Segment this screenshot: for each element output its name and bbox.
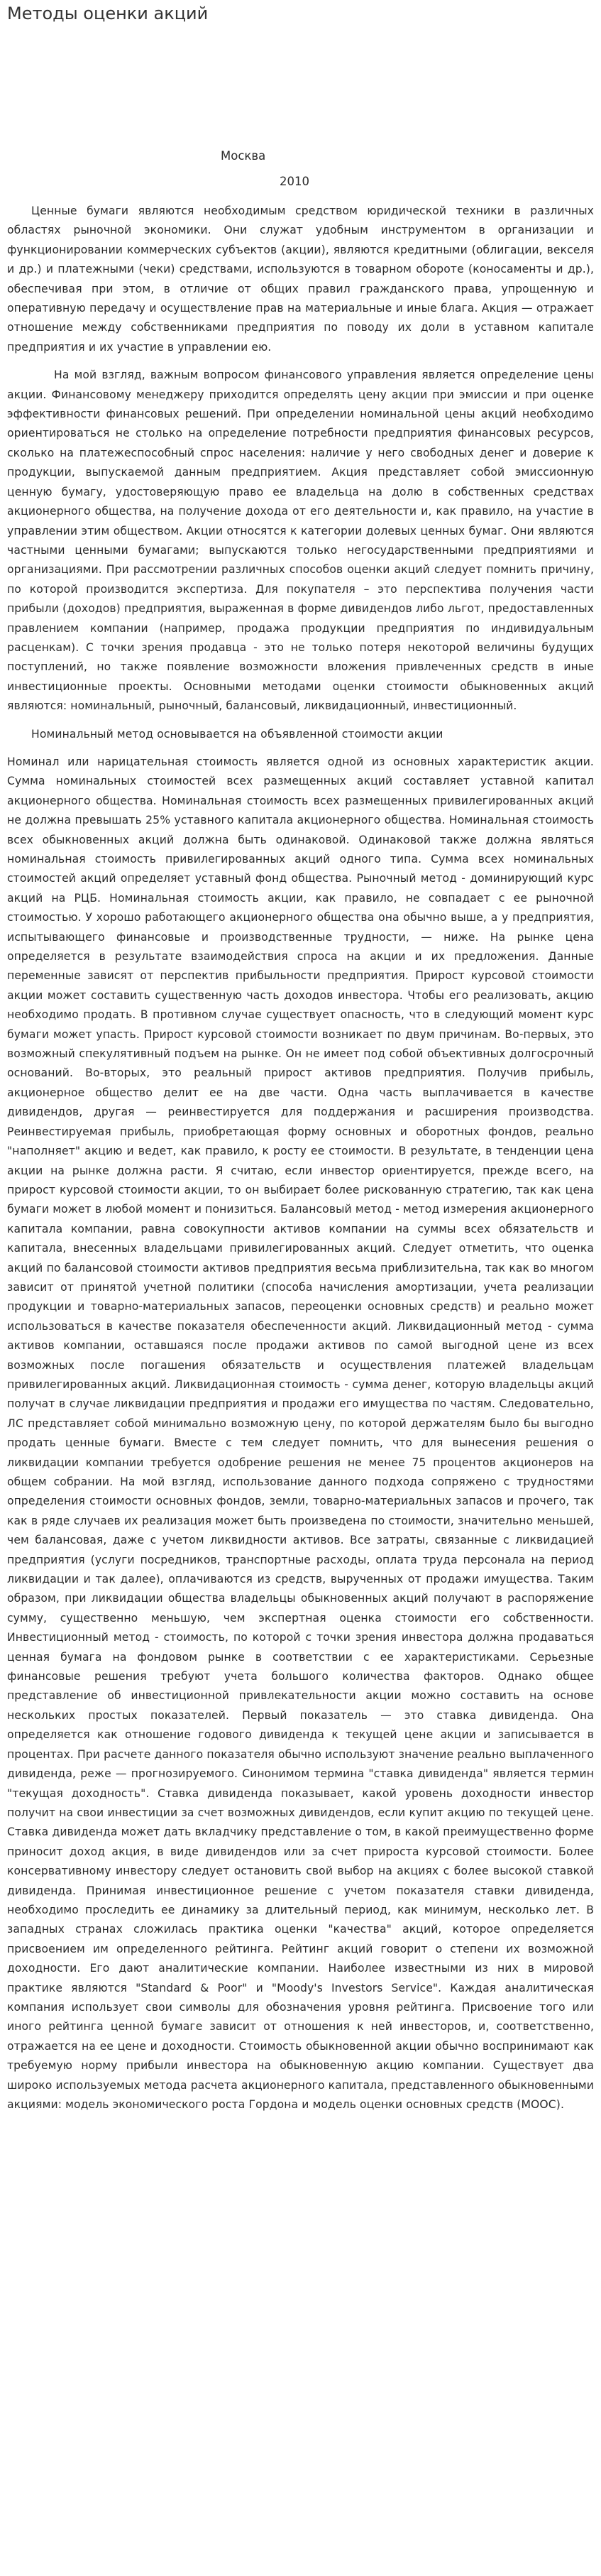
section-heading-nominal-method: Номинальный метод основывается на объявленной стоимости акции bbox=[31, 727, 443, 741]
document-body bbox=[7, 202, 594, 2123]
document-place: Москва bbox=[221, 149, 266, 163]
document-year: 2010 bbox=[280, 175, 309, 188]
document-title: Методы оценки акций bbox=[7, 4, 209, 23]
paragraph-intro: Ценные бумаги являются необходимым средством юридической техники в различных областях рыночной экономики. Они служат удобным инструментом в организации и функционировании коммерческих субъектов (акции), являются кредитными (облигации, векселя и др.) и платежными (чеки) средствами, используются в товарном обороте (коносаменты и др.), обеспечивая при этом, в отличие от общих правил гражданского права, упрощенную и оперативную передачу и осуществление прав на материальные и иные блага. Акция — отражает отношение между собственниками предприятия по поводу их доли в уставном капитале предприятия и их участие в управлении ею. bbox=[7, 204, 594, 354]
paragraph-share-price: На мой взгляд, важным вопросом финансового управления является определение цены акции. Финансовому менеджеру приходится определять цену акции при эмиссии и при оценке эффективности финансовых решений. При определении номинальной цены акций необходимо ориентироваться не столько на определение потребности предприятия финансовых ресурсов, сколько на платежеспособный спрос населения: наличие у него свободных денег и доверие к продукции, выпускаемой данным предприятием. Акция представляет собой эмиссионную ценную бумагу, удостоверяющую право ее владельца на долю в собственных средствах акционерного общества, на получение дохода от его деятельности и, как правило, на участие в управлении этим обществом. Акции относятся к категории долевых ценных бумаг. Они являются частными ценными бумагами; выпускаются только негосударственными предприятиями и организациями. При рассмотрении различных способов оценки акций следует помнить причину, по которой производится экспертиза. Для покупателя – это перспектива получения части прибыли (доходов) предприятия, выраженная в форме дивидендов либо льгот, предоставленных правлением компании (например, продажа продукции предприятия по индивидуальным расценкам). С точки зрения продавца - это не только потеря некоторой величины будущих поступлений, но также появление возможности вложения привлеченных средств в иные инвестиционные проекты. Основными методами оценки стоимости обыкновенных акций являются: номинальный, рыночный, балансовый, ликвидационный, инвестиционный. bbox=[7, 369, 594, 713]
paragraph-valuation-methods: Номинал или нарицательная стоимость является одной из основных характеристик акции. Сумма номинальных стоимостей всех размещенных акций составляет уставной капитал акционерного общества. Номинальная стоимость всех размещенных привилегированных акций не должна превышать 25% уставного капитала акционерного общества. Номинальная стоимость всех обыкновенных акций должна быть одинаковой. Одинаковой также должна являться номинальная стоимость привилегированных акций одного типа. Сумма всех номинальных стоимостей акций определяет уставный фонд общества. Рыночный метод - доминирующий курс акций на РЦБ. Номинальная стоимость акции, как правило, не совпадает с ее рыночной стоимостью. У хорошо работающего акционерного общества она обычно выше, а у предприятия, испытывающего финансовые и производственные трудности, — ниже. На рынке цена определяется в результате взаимодействия спроса на акции и их предложения. Данные переменные зависят от перспектив прибыльности предприятия. Прирост курсовой стоимости акции может составить существенную часть доходов инвестора. Чтобы его реализовать, акцию необходимо продать. В противном случае существует опасность, что в следующий момент курс бумаги может упасть. Прирост курсовой стоимости возникает по двум причинам. Во-первых, это возможный спекулятивный подъем на рынке. Он не имеет под собой объективных долгосрочный оснований. Во-вторых, это реальный прирост активов предприятия. Получив прибыль, акционерное общество делит ее на две части. Одна часть выплачивается в качестве дивидендов, другая — реинвестируется для поддержания и расширения производства. Реинвестируемая прибыль, приобретающая форму основных и оборотных фондов, реально "наполняет" акцию и ведет, как правило, к росту ее стоимости. В результате, в тенденции цена акции на рынке должна расти. Я считаю, если инвестор ориентируется, прежде всего, на прирост курсовой стоимости акции, то он выбирает более рискованную стратегию, так как цена бумаги может в любой момент и понизиться. Балансовый метод - метод измерения акционерного капитала компании, равна совокупности активов компании на суммы всех обязательств и капитала, внесенных владельцами привилегированных акций. Следует отметить, что оценка акций по балансовой стоимости активов предприятия весьма приблизительна, так как во многом зависит от принятой учетной политики (способа начисления амортизации, учета реализации продукции и товарно-материальных запасов, переоценки основных средств) и реально может использоваться в качестве показателя обеспеченности акций. Ликвидационный метод - сумма активов компании, оставшаяся после продажи активов по самой выгодной цене из всех возможных после погашения обязательств и осуществления платежей владельцам привилегированных акций. Ликвидационная стоимость - сумма денег, которую владельцы акций получат в случае ликвидации предприятия и продажи его имущества по частям. Следовательно, ЛС представляет собой минимально возможную цену, по которой держателям было бы выгодно продать ценные бумаги. Вместе с тем следует помнить, что для вынесения решения о ликвидации компании требуется одобрение решения не менее 75 процентов акционеров на общем собрании. На мой взгляд, использование данного подхода сопряжено с трудностями определения стоимости основных фондов, земли, товарно-материальных запасов и прочего, так как в ряде случаев их реализация может быть произведена по стоимости, значительно меньшей, чем балансовая, даже с учетом ликвидности активов. Все затраты, связанные с ликвидацией предприятия (услуги посредников, транспортные расходы, оплата труда персонала на период ликвидации и так далее), оплачиваются из средств, вырученных от продажи имущества. Таким образом, при ликвидации общества владельцы обыкновенных акций получают в распоряжение сумму, существенно меньшую, чем экспертная оценка стоимости его собственности. Инвестиционный метод - стоимость, по которой с точки зрения инвестора должна продаваться ценная бумага на фондовом рынке в соответствии с ее характеристиками. Серьезные финансовые решения требуют учета большого количества факторов. Однако общее представление об инвестиционной привлекательности акции можно составить на основе нескольких простых показателей. Первый показатель — это ставка дивиденда. Она определяется как отношение годового дивиденда к текущей цене акции и записывается в процентах. При расчете данного показателя обычно используют значение реально выплаченного дивиденда, реже — прогнозируемого. Синонимом термина "ставка дивиденда" является термин "текущая доходность". Ставка дивиденда показывает, какой уровень доходности инвестор получит на свои инвестиции за счет возможных дивидендов, если купит акцию по текущей цене. Ставка дивиденда может дать вкладчику представление о том, в какой преимущественно форме приносит доход акция, в виде дивидендов или за счет прироста курсовой стоимости. Более консервативному инвестору следует остановить свой выбор на акциях с более высокой ставкой дивиденда. Принимая инвестиционное решение с учетом показателя ставки дивиденда, необходимо проследить ее динамику за длительный период, как минимум, несколько лет. В западных странах сложилась практика оценки "качества" акций, которое определяется присвоением им определенного рейтинга. Рейтинг акций говорит о степени их возможной доходности. Его дают аналитические компании. Наиболее известными из них в мировой практике являются "Standard & Poor" и "Moody's Investors Service". Каждая аналитическая компания использует свои символы для обозначения уровня рейтинга. Присвоение того или иного рейтинга ценной бумаге зависит от отношения к ней инвесторов, и, соответственно, отражается на ее цене и доходности. Стоимость обыкновенной акции обычно воспринимают как требуемую норму прибыли инвестора на обыкновенную акцию компании. Существует два широко используемых метода расчета акционерного капитала, представленного обыкновенными акциями: модель экономического роста Гордона и модель оценки основных средств (МООС). bbox=[7, 755, 594, 2111]
